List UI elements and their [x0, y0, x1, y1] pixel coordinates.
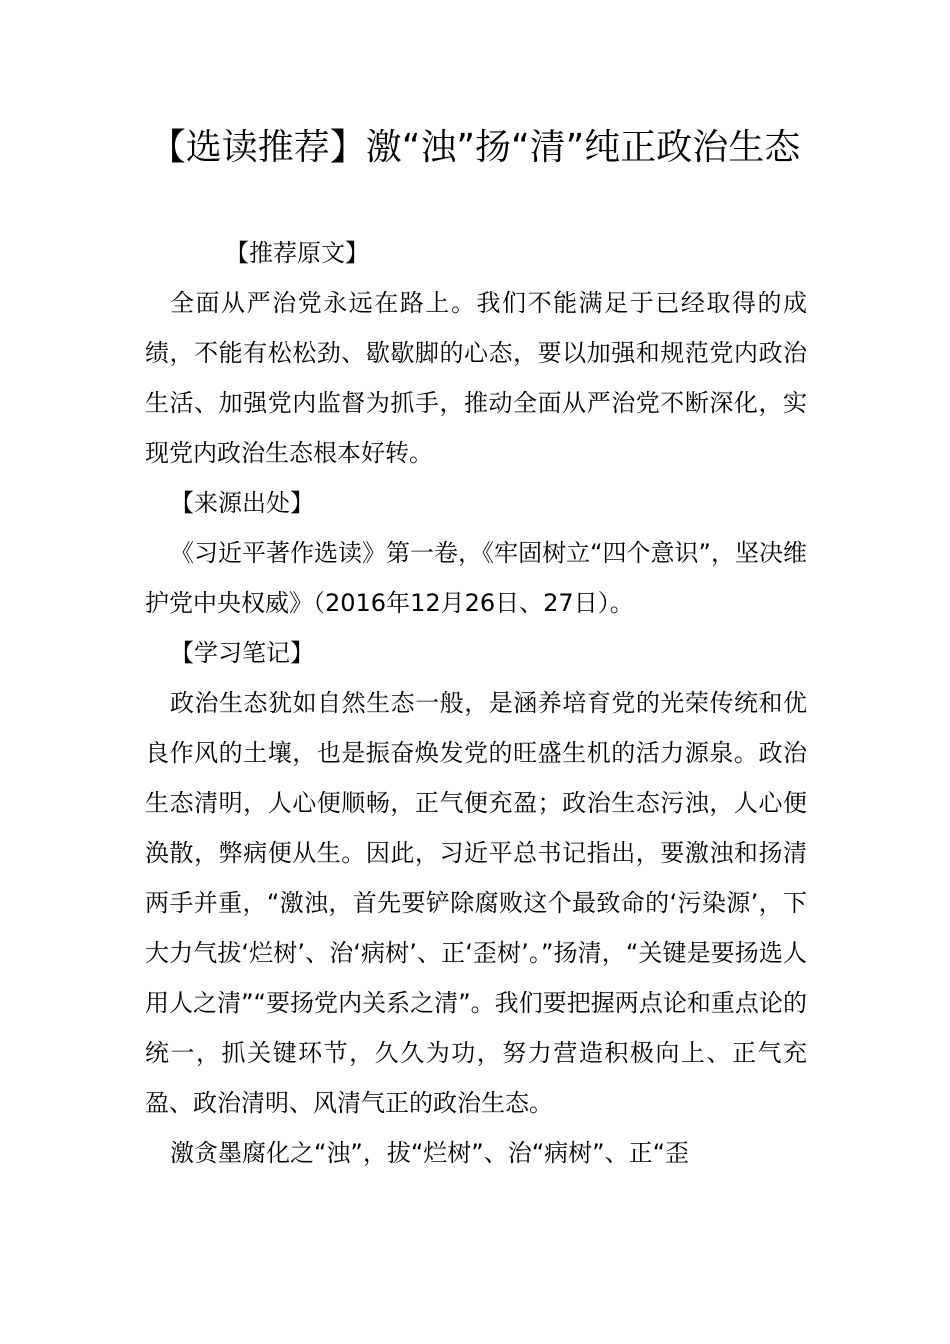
document-body: [145, 228, 807, 1178]
section-heading-notes: 【学习笔记】: [170, 639, 314, 667]
section-heading-original: 【推荐原文】: [225, 239, 369, 267]
notes-paragraph-2: 激贪墨腐化之“浊”，拔“烂树”、治“病树”、正“歪: [170, 1139, 690, 1167]
original-text-paragraph: 全面从严治党永远在路上。我们不能满足于已经取得的成绩，不能有松松劲、歇歇脚的心态，要以加强和规范党内政治生活、加强党内监督为抓手，推动全面从严治党不断深化，实现党内政治生态根本好转。: [145, 289, 807, 467]
notes-paragraph-1: 政治生态犹如自然生态一般，是涵养培育党的光荣传统和优良作风的土壤，也是振奋焕发党的旺盛生机的活力源泉。政治生态清明，人心便顺畅，正气便充盈；政治生态污浊，人心便涣散，弊病便从生。因此，习近平总书记指出，要激浊和扬清两手并重，“激浊，首先要铲除腐败这个最致命的‘污染源’，下大力气拔‘烂树’、治‘病树’、正‘歪树’。”扬清，“关键是要扬选人用人之清”“要扬党内关系之清”。我们要把握两点论和重点论的统一，抓关键环节，久久为功，努力营造积极向上、正气充盈、政治清明、风清气正的政治生态。: [145, 689, 807, 1117]
source-text-paragraph: 《习近平著作选读》第一卷，《牢固树立“四个意识”，坚决维护党中央权威》（2016年12月26日、27日）。: [145, 539, 807, 617]
section-heading-source: 【来源出处】: [170, 489, 314, 517]
document-title: 【选读推荐】激“浊”扬“清”纯正政治生态: [149, 127, 801, 168]
